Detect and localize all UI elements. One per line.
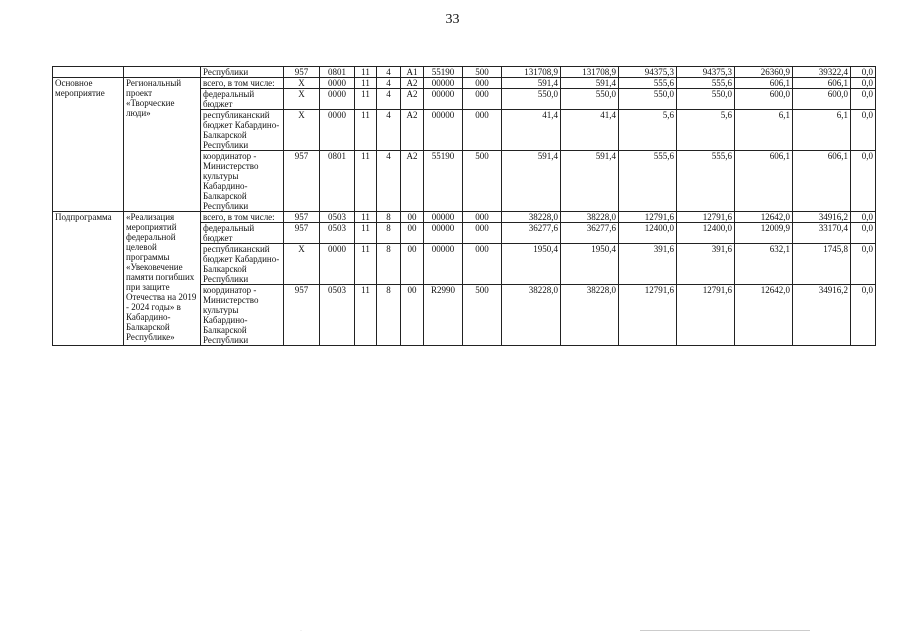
table-cell: 12642,0 — [735, 212, 793, 223]
table-cell: 957 — [284, 223, 320, 244]
table-cell: 00 — [401, 212, 424, 223]
table-cell: 11 — [355, 223, 377, 244]
table-cell: 600,0 — [793, 89, 851, 110]
table-cell: Республики — [201, 67, 284, 78]
table-cell: 0,0 — [851, 67, 876, 78]
table-cell: координатор - Министерство культуры Кабардино-Балкарской Республики — [201, 285, 284, 346]
table-cell: 00 — [401, 223, 424, 244]
table-cell: 11 — [355, 244, 377, 285]
table-cell: 1950,4 — [561, 244, 619, 285]
table-cell: 1745,8 — [793, 244, 851, 285]
table-cell: 00000 — [424, 78, 463, 89]
table-cell: 0,0 — [851, 89, 876, 110]
table-cell: 38228,0 — [502, 285, 561, 346]
table-cell: 4 — [377, 151, 401, 212]
table-cell: 00 — [401, 244, 424, 285]
table-cell: 606,1 — [793, 151, 851, 212]
project-name: Региональный проект «Творческие люди» — [124, 78, 201, 212]
table-cell: А2 — [401, 110, 424, 151]
table-cell: 11 — [355, 67, 377, 78]
table-cell: 600,0 — [735, 89, 793, 110]
table-cell: 41,4 — [561, 110, 619, 151]
table-cell: 591,4 — [561, 151, 619, 212]
table-cell: 0000 — [320, 78, 355, 89]
table-cell: Х — [284, 78, 320, 89]
table-cell: 632,1 — [735, 244, 793, 285]
table-cell: 39322,4 — [793, 67, 851, 78]
table-cell: 41,4 — [502, 110, 561, 151]
table-cell: 11 — [355, 110, 377, 151]
table-cell: 34916,2 — [793, 285, 851, 346]
table-cell: 11 — [355, 78, 377, 89]
table-cell: 94375,3 — [619, 67, 677, 78]
table-cell: 00 — [401, 285, 424, 346]
table-cell: 0801 — [320, 151, 355, 212]
table-cell: 00000 — [424, 244, 463, 285]
table-cell: 11 — [355, 89, 377, 110]
table-cell: 6,1 — [735, 110, 793, 151]
table-cell: 36277,6 — [561, 223, 619, 244]
row-type-label: Подпрограмма — [53, 212, 124, 346]
row-type-label: Основное мероприятие — [53, 78, 124, 212]
table-cell: 000 — [463, 110, 502, 151]
table-cell: 0000 — [320, 89, 355, 110]
scan-speck: · — [300, 628, 302, 634]
table-cell: 5,6 — [677, 110, 735, 151]
table-cell: 957 — [284, 67, 320, 78]
table-cell: 0,0 — [851, 244, 876, 285]
table-cell: 4 — [377, 89, 401, 110]
table-cell: 606,1 — [735, 151, 793, 212]
table-cell: 0801 — [320, 67, 355, 78]
table-cell: А1 — [401, 67, 424, 78]
budget-table — [52, 66, 876, 346]
table-cell: 00000 — [424, 110, 463, 151]
table-cell: 12400,0 — [677, 223, 735, 244]
table-cell: Х — [284, 110, 320, 151]
table-cell: 000 — [463, 78, 502, 89]
table-cell: 8 — [377, 212, 401, 223]
table-cell: 555,6 — [677, 151, 735, 212]
table-cell: 500 — [463, 285, 502, 346]
table-cell: А2 — [401, 151, 424, 212]
table-cell: 4 — [377, 110, 401, 151]
table-cell: 0,0 — [851, 285, 876, 346]
table-cell: 500 — [463, 67, 502, 78]
scan-line-artifact — [640, 630, 810, 631]
table-cell: 4 — [377, 78, 401, 89]
table-cell: 38228,0 — [561, 285, 619, 346]
table-cell: 550,0 — [502, 89, 561, 110]
table-cell: 550,0 — [677, 89, 735, 110]
table-cell: 12791,6 — [619, 285, 677, 346]
table-cell: 0503 — [320, 285, 355, 346]
table-cell: А2 — [401, 78, 424, 89]
table-cell: 391,6 — [677, 244, 735, 285]
table-cell: 00000 — [424, 212, 463, 223]
table-cell: 131708,9 — [502, 67, 561, 78]
page-number: 33 — [445, 12, 460, 27]
table-cell: 606,1 — [735, 78, 793, 89]
table-cell: 591,4 — [502, 78, 561, 89]
table-cell: Х — [284, 89, 320, 110]
table-cell: 131708,9 — [561, 67, 619, 78]
table-cell: 6,1 — [793, 110, 851, 151]
table-cell: 391,6 — [619, 244, 677, 285]
table-cell: 11 — [355, 212, 377, 223]
table-row — [53, 212, 876, 223]
table-cell: 000 — [463, 212, 502, 223]
table-row — [53, 67, 876, 78]
table-cell — [53, 67, 124, 78]
table-cell: 33170,4 — [793, 223, 851, 244]
table-cell: 0,0 — [851, 212, 876, 223]
table-cell: 500 — [463, 151, 502, 212]
table-cell: 00000 — [424, 89, 463, 110]
table-cell: всего, в том числе: — [201, 212, 284, 223]
table-cell: всего, в том числе: — [201, 78, 284, 89]
table-row — [53, 78, 876, 89]
table-cell: 8 — [377, 285, 401, 346]
table-cell: 38228,0 — [502, 212, 561, 223]
table-cell: 55190 — [424, 67, 463, 78]
table-cell: 4 — [377, 67, 401, 78]
table-cell: 0,0 — [851, 110, 876, 151]
table-cell: 94375,3 — [677, 67, 735, 78]
table-cell: 12009,9 — [735, 223, 793, 244]
table-cell: 12791,6 — [677, 285, 735, 346]
table-cell: 000 — [463, 89, 502, 110]
table-cell: координатор - Министерство культуры Кабардино-Балкарской Республики — [201, 151, 284, 212]
table-cell: 957 — [284, 285, 320, 346]
table-cell: федеральный бюджет — [201, 89, 284, 110]
table-cell: 1950,4 — [502, 244, 561, 285]
table-cell: республиканский бюджет Кабардино-Балкарской Республики — [201, 244, 284, 285]
table-cell: 0,0 — [851, 78, 876, 89]
table-cell: 555,6 — [677, 78, 735, 89]
table-cell: 0,0 — [851, 151, 876, 212]
table-cell: 957 — [284, 151, 320, 212]
table-cell: 5,6 — [619, 110, 677, 151]
table-cell: 11 — [355, 151, 377, 212]
table-cell: А2 — [401, 89, 424, 110]
table-cell: 12400,0 — [619, 223, 677, 244]
table-cell: 550,0 — [561, 89, 619, 110]
table-cell: 0,0 — [851, 223, 876, 244]
table-cell: 0000 — [320, 244, 355, 285]
table-cell: 11 — [355, 285, 377, 346]
table-cell: Х — [284, 244, 320, 285]
table-cell: 957 — [284, 212, 320, 223]
table-cell: 0000 — [320, 110, 355, 151]
table-cell: 36277,6 — [502, 223, 561, 244]
table-cell: 000 — [463, 244, 502, 285]
table-cell: 0503 — [320, 223, 355, 244]
table-cell: республиканский бюджет Кабардино-Балкарской Республики — [201, 110, 284, 151]
table-cell: 555,6 — [619, 151, 677, 212]
table-cell: 55190 — [424, 151, 463, 212]
table-cell: 000 — [463, 223, 502, 244]
table-cell: 00000 — [424, 223, 463, 244]
table-cell: 555,6 — [619, 78, 677, 89]
table-cell: 34916,2 — [793, 212, 851, 223]
table-cell: R2990 — [424, 285, 463, 346]
table-cell: 12642,0 — [735, 285, 793, 346]
subprogram-name: «Реализация мероприятий федеральной целевой программы «Увековечение памяти погибших при защите Отечества на 2019 - 2024 годы» в Кабардино-Балкарской Республике» — [124, 212, 201, 346]
table-cell: 8 — [377, 223, 401, 244]
table-cell: 550,0 — [619, 89, 677, 110]
table-cell: 591,4 — [561, 78, 619, 89]
table-cell: 12791,6 — [677, 212, 735, 223]
table-cell: 26360,9 — [735, 67, 793, 78]
table-cell: 0503 — [320, 212, 355, 223]
table-cell: 38228,0 — [561, 212, 619, 223]
table-cell: 591,4 — [502, 151, 561, 212]
table-cell — [124, 67, 201, 78]
table-cell: 606,1 — [793, 78, 851, 89]
table-cell: федеральный бюджет — [201, 223, 284, 244]
table-cell: 12791,6 — [619, 212, 677, 223]
table-cell: 8 — [377, 244, 401, 285]
